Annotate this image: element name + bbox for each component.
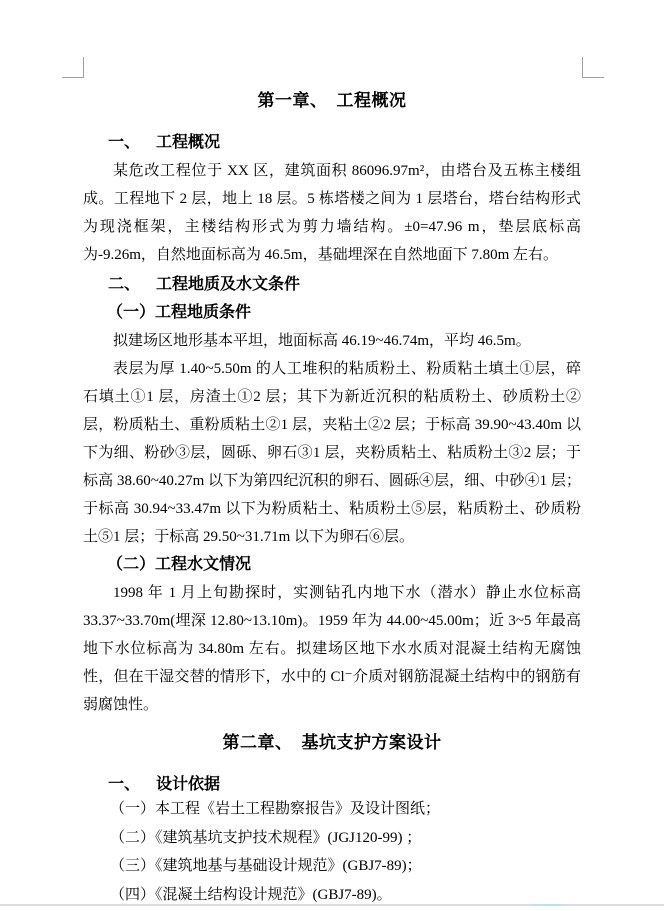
section-label: 工程地质及水文条件	[156, 276, 301, 293]
chapter-2-title: 第二章、 基坑支护方案设计	[222, 733, 442, 752]
list-item-foundation-design-code: （三）《建筑地基与基础设计规范》(GBJ7-89)；	[110, 858, 422, 874]
section-heading-geology-hydrology	[108, 271, 581, 299]
paragraph-site-elevation: 拟建场区地形基本平坦，地面标高 46.19~46.74m，平均 46.5m。	[113, 333, 531, 349]
design-basis-list	[83, 795, 581, 909]
paragraph-soil-layers: 表层为厚 1.40~5.50m 的人工堆积的粘质粉土、粉质粘土填土①层，碎石填土①1 层，房渣土①2 层；其下为新近沉积的粘质粉土、砂质粉土②层，粉质粘土、重粉质粘土②1 层，夹粘土②2 层；于标高 39.90~43.40m 以下为细、粉砂③层，圆砾、卵石③1 层，夹粉质粘土、粘质粉土③2 层；于标高 38.60~40.27m 以下为第四纪沉积的卵石、圆砾④层，细、中砂④1 层；于标高 30.94~33.47m 以下为粉质粘土、粘质粉土⑤层，粘质粉土、砂质粉土⑤1 层；于标高 29.50~31.71m 以下为卵石⑥层。	[83, 361, 581, 545]
subheading-hydrological-conditions: （二）工程水文情况	[107, 556, 252, 573]
section-label: 工程概况	[156, 134, 221, 151]
section-number: 二、	[108, 276, 141, 293]
subheading-geological-conditions: （一）工程地质条件	[107, 304, 252, 321]
section-number: 一、	[108, 776, 141, 793]
list-item-pit-support-code: （二）《建筑基坑支护技术规程》(JGJ120-99) ；	[110, 829, 422, 846]
paragraph-project-overview: 某危改工程位于 XX 区，建筑面积 86096.97m²，由塔台及五栋主楼组成。工程地下 2 层，地上 18 层。5 栋塔楼之间为 1 层塔台，塔台结构形式为现浇框架，主楼结构形式为剪力墙结构。±0=47.96 m，垫层底标高为-9.26m，自然地面标高为 46.5m，基础埋深在自然地面下 7.80m 左右。	[83, 163, 581, 263]
section-label: 设计依据	[156, 776, 221, 793]
list-item-concrete-design-code: （四）《混凝土结构设计规范》(GBJ7-89)。	[110, 886, 392, 903]
page-bottom-edge	[0, 904, 664, 906]
section-number: 一、	[108, 134, 141, 151]
page-bottom-edge-accent	[532, 904, 566, 906]
list-item-survey-report: （一）本工程《岩土工程勘察报告》及设计图纸；	[110, 801, 441, 817]
section-heading-project-overview	[108, 129, 581, 157]
paragraph-groundwater: 1998 年 1 月上旬勘探时，实测钻孔内地下水（潜水）静止水位标高 33.37~33.70m(埋深 12.80~13.10m)。1959 年为 44.00~45.00m；近 3~5 年最高地下水位标高为 34.80m 左右。拟建场区地下水水质对混凝土结构无腐蚀性，但在干湿交替的情形下，水中的 Cl⁻介质对钢筋混凝土结构中的钢筋有弱腐蚀性。	[83, 585, 581, 713]
chapter-1-title: 第一章、 工程概况	[257, 91, 407, 110]
